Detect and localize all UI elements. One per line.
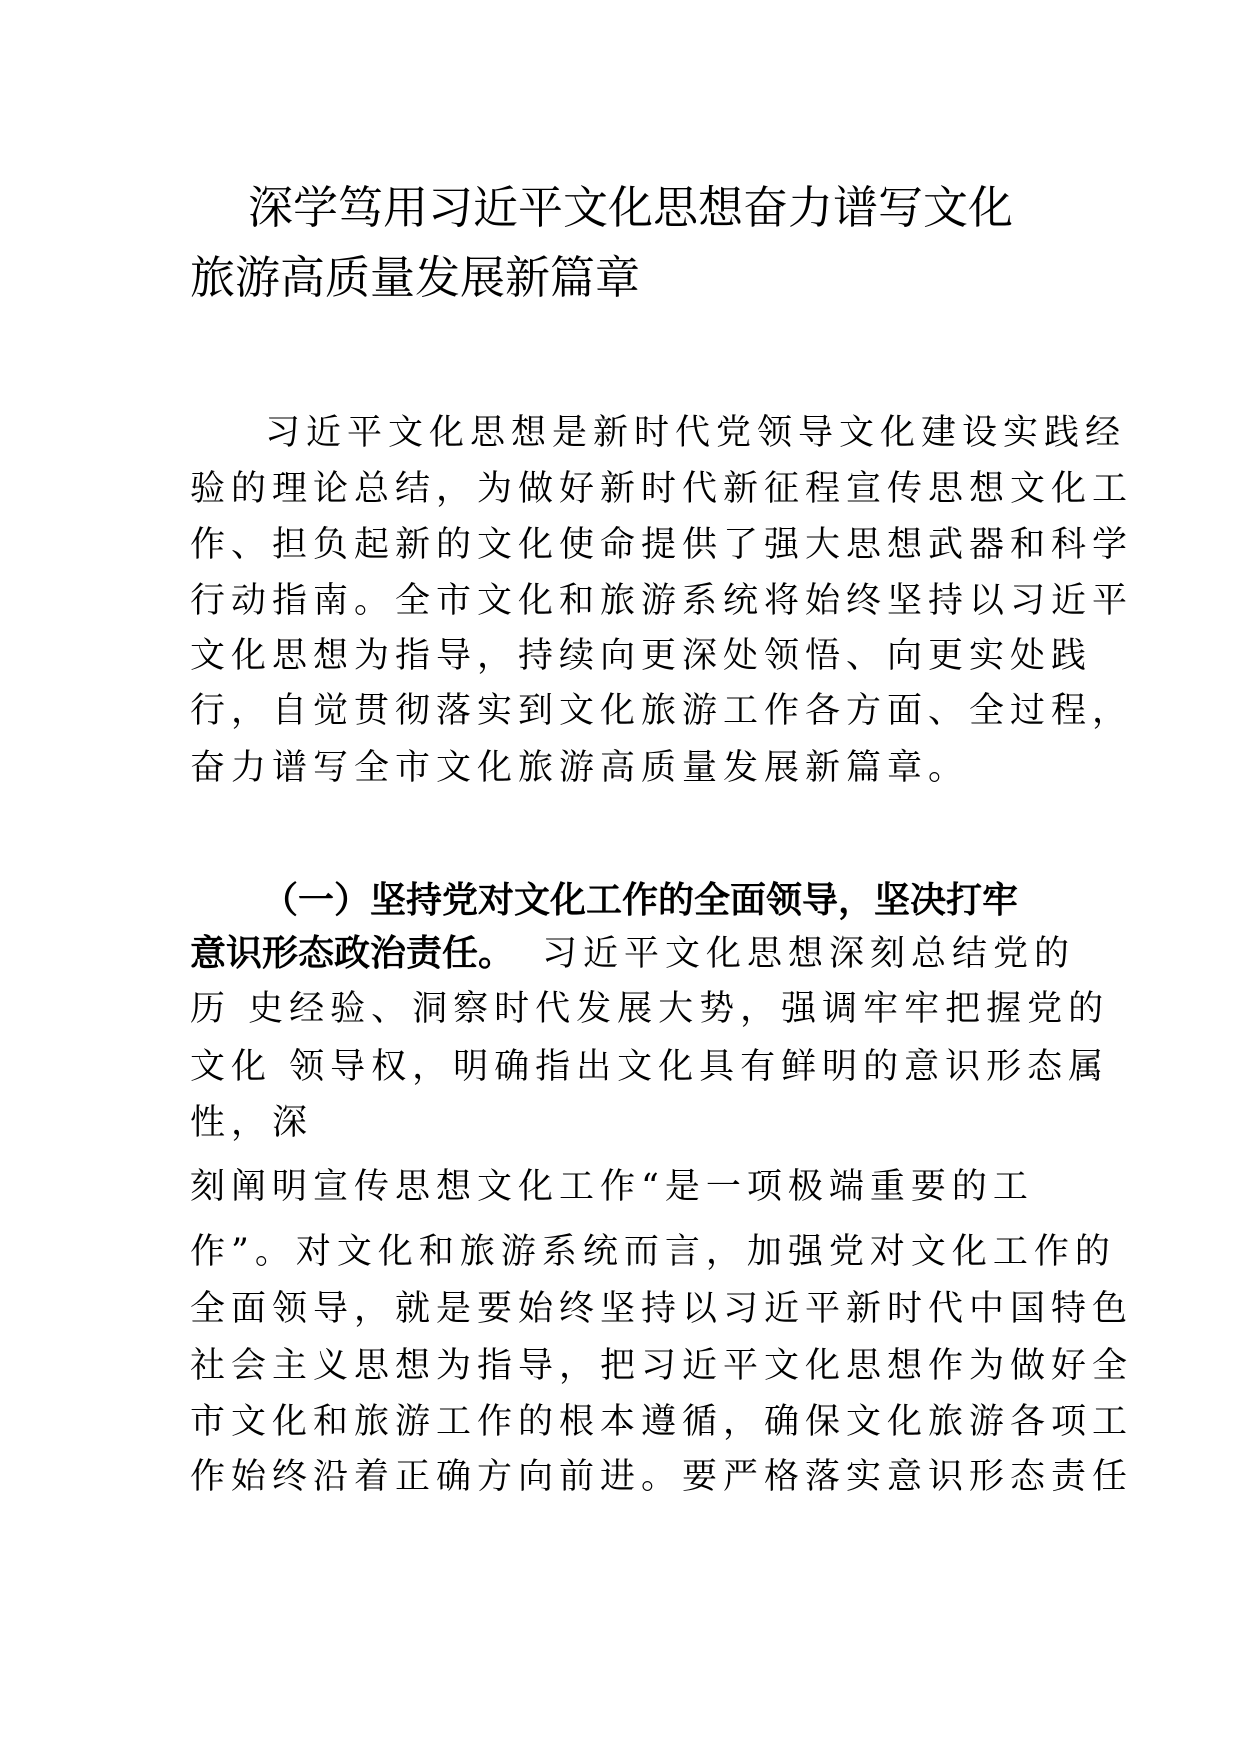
section-heading-line-2-row xyxy=(190,929,1075,979)
section-body-line: 历 史经验、洞察时代发展大势，强调牢牢把握党的 xyxy=(190,989,1110,1029)
section-body-line: 作始终沿着正确方向前进。要严格落实意识形态责任 xyxy=(190,1457,1134,1497)
intro-line: 验的理论总结，为做好新时代新征程宣传思想文化工 xyxy=(190,469,1134,509)
section-heading-line-2: 意识形态政治责任。 xyxy=(190,933,515,974)
section-body-line-start: 习近平文化思想深刻总结党的 xyxy=(542,934,1076,974)
section-heading-line-1: （一）坚持党对文化工作的全面领导，坚决打牢 xyxy=(262,880,1019,921)
intro-line: 文化思想为指导，持续向更深处领悟、向更实处践 xyxy=(190,636,1093,676)
intro-line: 奋力谱写全市文化旅游高质量发展新篇章。 xyxy=(190,748,970,788)
section-body-line: 刻阐明宣传思想文化工作“是一项极端重要的工 xyxy=(190,1167,1034,1207)
section-body-line: 社会主义思想为指导，把习近平文化思想作为做好全 xyxy=(190,1346,1134,1386)
intro-line: 习近平文化思想是新时代党领导文化建设实践经 xyxy=(265,413,1127,453)
document-title-line-2: 旅游高质量发展新篇章 xyxy=(190,251,641,304)
section-body-line: 文化 领导权，明确指出文化具有鲜明的意识形态属 xyxy=(190,1047,1110,1087)
intro-line: 行动指南。全市文化和旅游系统将始终坚持以习近平 xyxy=(190,581,1134,621)
intro-line: 行，自觉贯彻落实到文化旅游工作各方面、全过程， xyxy=(190,691,1134,731)
intro-line: 作、担负起新的文化使命提供了强大思想武器和科学 xyxy=(190,525,1134,565)
section-body-line: 作”。对文化和旅游系统而言，加强党对文化工作的 xyxy=(190,1232,1116,1272)
document-title-line-1: 深学笃用习近平文化思想奋力谱写文化 xyxy=(248,181,1014,234)
section-body-line: 全面领导，就是要始终坚持以习近平新时代中国特色 xyxy=(190,1289,1134,1329)
section-body-line: 市文化和旅游工作的根本遵循，确保文化旅游各项工 xyxy=(190,1402,1134,1442)
section-body-line: 性，深 xyxy=(190,1103,314,1143)
